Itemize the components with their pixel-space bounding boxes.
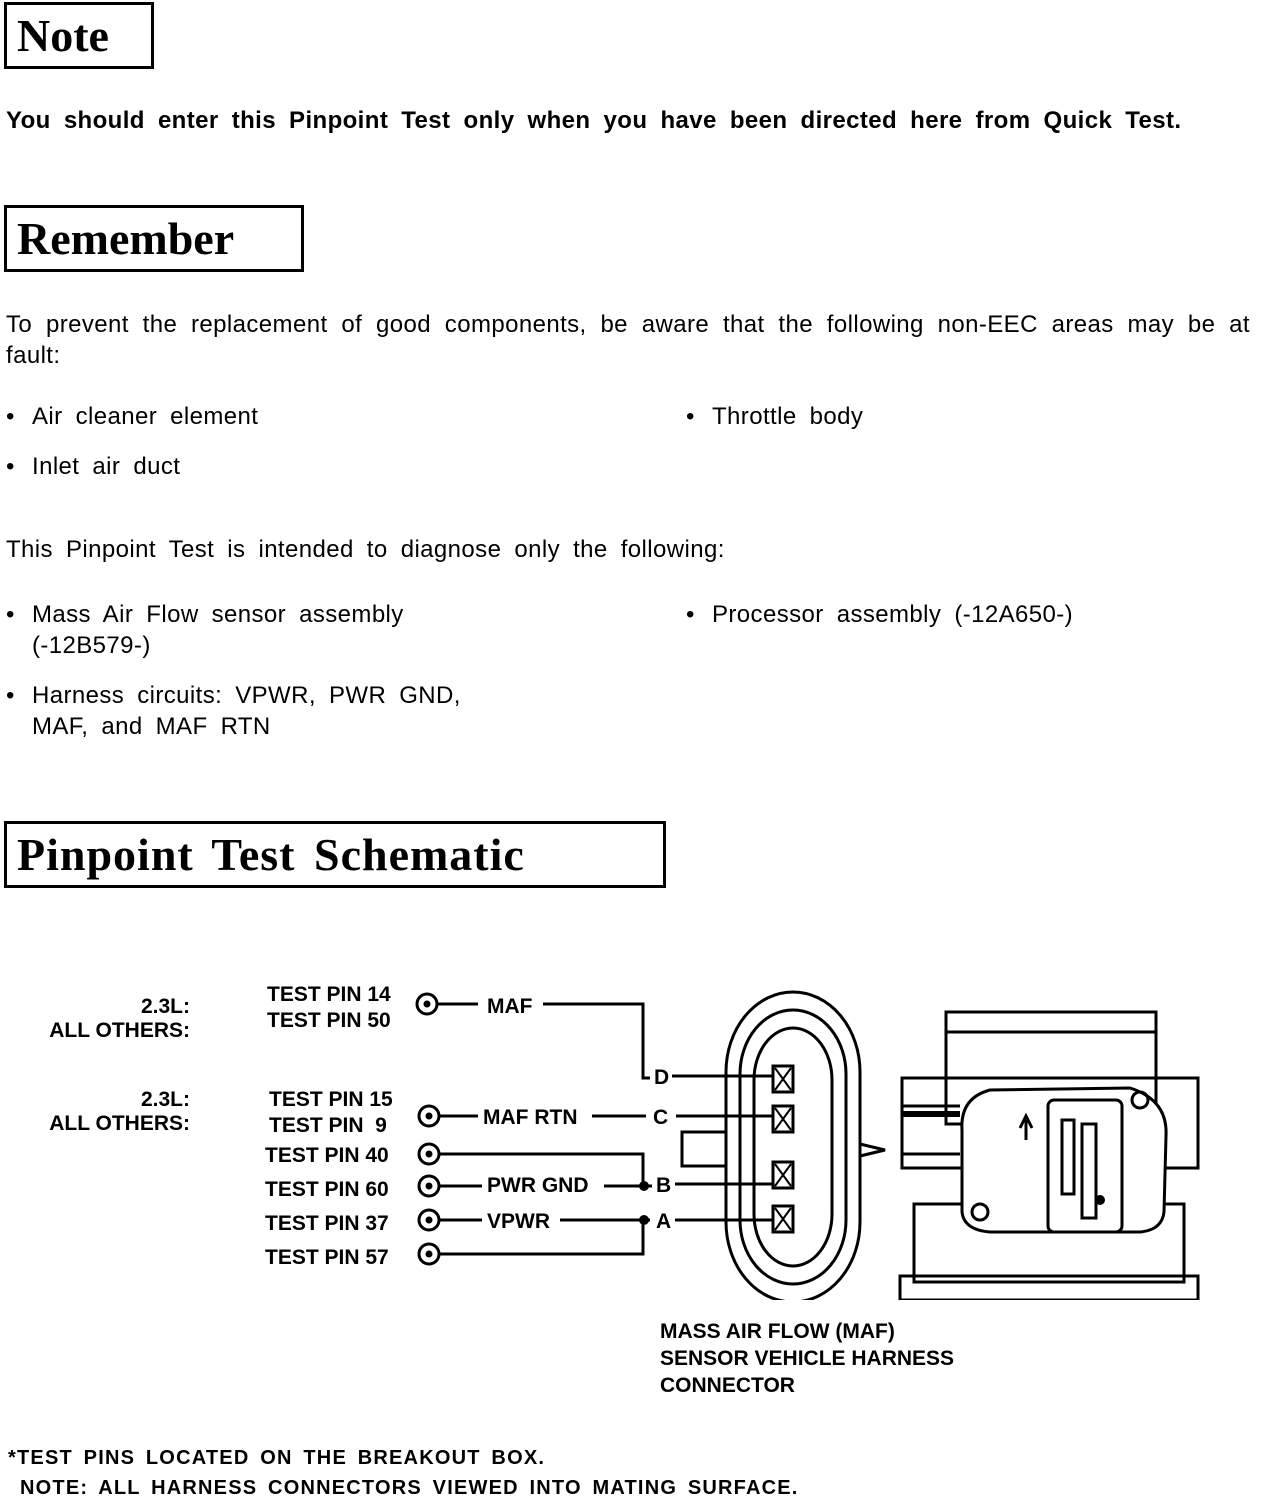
list-item-text: Mass Air Flow sensor assembly [32, 601, 404, 628]
test-pin-label: TEST PIN 57 [265, 1246, 389, 1269]
footnote-test-pins: *TEST PINS LOCATED ON THE BREAKOUT BOX. [8, 1447, 546, 1469]
connector-pin-letter: A [656, 1210, 672, 1233]
splice-dot [639, 1215, 649, 1225]
harness-connector [682, 992, 885, 1300]
splice-dot [639, 1181, 649, 1191]
list-item-text: Air cleaner element [32, 403, 259, 430]
list-item-text: Harness circuits: VPWR, PWR GND, [32, 682, 461, 709]
connector-caption [660, 1318, 954, 1399]
connector-pin-letter: C [653, 1106, 669, 1129]
bullet-dot: • [6, 682, 15, 709]
engine-label-all-others: ALL OTHERS: [49, 1019, 190, 1042]
list-item-text-line2: (-12B579-) [32, 632, 151, 659]
test-pin-label: TEST PIN 15 [269, 1088, 393, 1111]
list-item-text: Inlet air duct [32, 453, 181, 480]
bullet-dot: • [686, 601, 695, 628]
test-pin-label: TEST PIN 37 [265, 1212, 389, 1235]
test-pin-label: TEST PIN 60 [265, 1178, 389, 1201]
list-item-text: Processor assembly (-12A650-) [712, 601, 1074, 628]
engine-label-2-3l: 2.3L: [140, 1088, 190, 1111]
circuit-label: PWR GND [487, 1174, 589, 1197]
list-item-text: Throttle body [712, 403, 864, 430]
note-body: You should enter this Pinpoint Test only when you have been directed here from Quick Test. [6, 107, 1182, 134]
schematic-heading [4, 821, 666, 888]
bullet-dot: • [6, 403, 15, 430]
note-heading-text: Note [17, 9, 109, 61]
engine-label-2-3l: 2.3L: [140, 995, 190, 1018]
caption-line: MASS AIR FLOW (MAF) [660, 1320, 895, 1343]
caption-line: SENSOR VEHICLE HARNESS [660, 1347, 955, 1370]
remember-heading-text: Remember [17, 212, 235, 264]
schematic-heading-text: Pinpoint Test Schematic [17, 828, 525, 880]
caption-line: CONNECTOR [660, 1374, 795, 1397]
remember-heading [4, 205, 304, 272]
diagnose-intro: This Pinpoint Test is intended to diagnose only the following: [6, 536, 725, 563]
circuit-label: MAF RTN [483, 1106, 578, 1129]
circuit-label: MAF [487, 995, 533, 1018]
schematic-diagram [0, 960, 1264, 1300]
maf-sensor-drawing [900, 1012, 1198, 1300]
wire-maf [543, 1004, 650, 1078]
connector-pin-letter: B [656, 1174, 672, 1197]
test-pin-label: TEST PIN 50 [267, 1009, 391, 1032]
engine-label-all-others: ALL OTHERS: [49, 1112, 190, 1135]
remember-intro: To prevent the replacement of good components, be aware that the following non-EEC areas may be at fault: [6, 311, 1250, 369]
test-pin-label: TEST PIN 40 [265, 1144, 389, 1167]
note-heading [4, 2, 154, 69]
footnote-connector-view: NOTE: ALL HARNESS CONNECTORS VIEWED INTO MATING SURFACE. [20, 1477, 799, 1499]
list-item-text-line2: MAF, and MAF RTN [32, 713, 271, 740]
bullet-dot: • [686, 403, 695, 430]
test-pin-label: TEST PIN 14 [267, 983, 391, 1006]
bullet-dot: • [6, 601, 15, 628]
connector-pin-letter: D [654, 1066, 670, 1089]
bullet-dot: • [6, 453, 15, 480]
test-pin-label: TEST PIN 9 [269, 1114, 387, 1137]
circuit-label: VPWR [487, 1210, 550, 1233]
